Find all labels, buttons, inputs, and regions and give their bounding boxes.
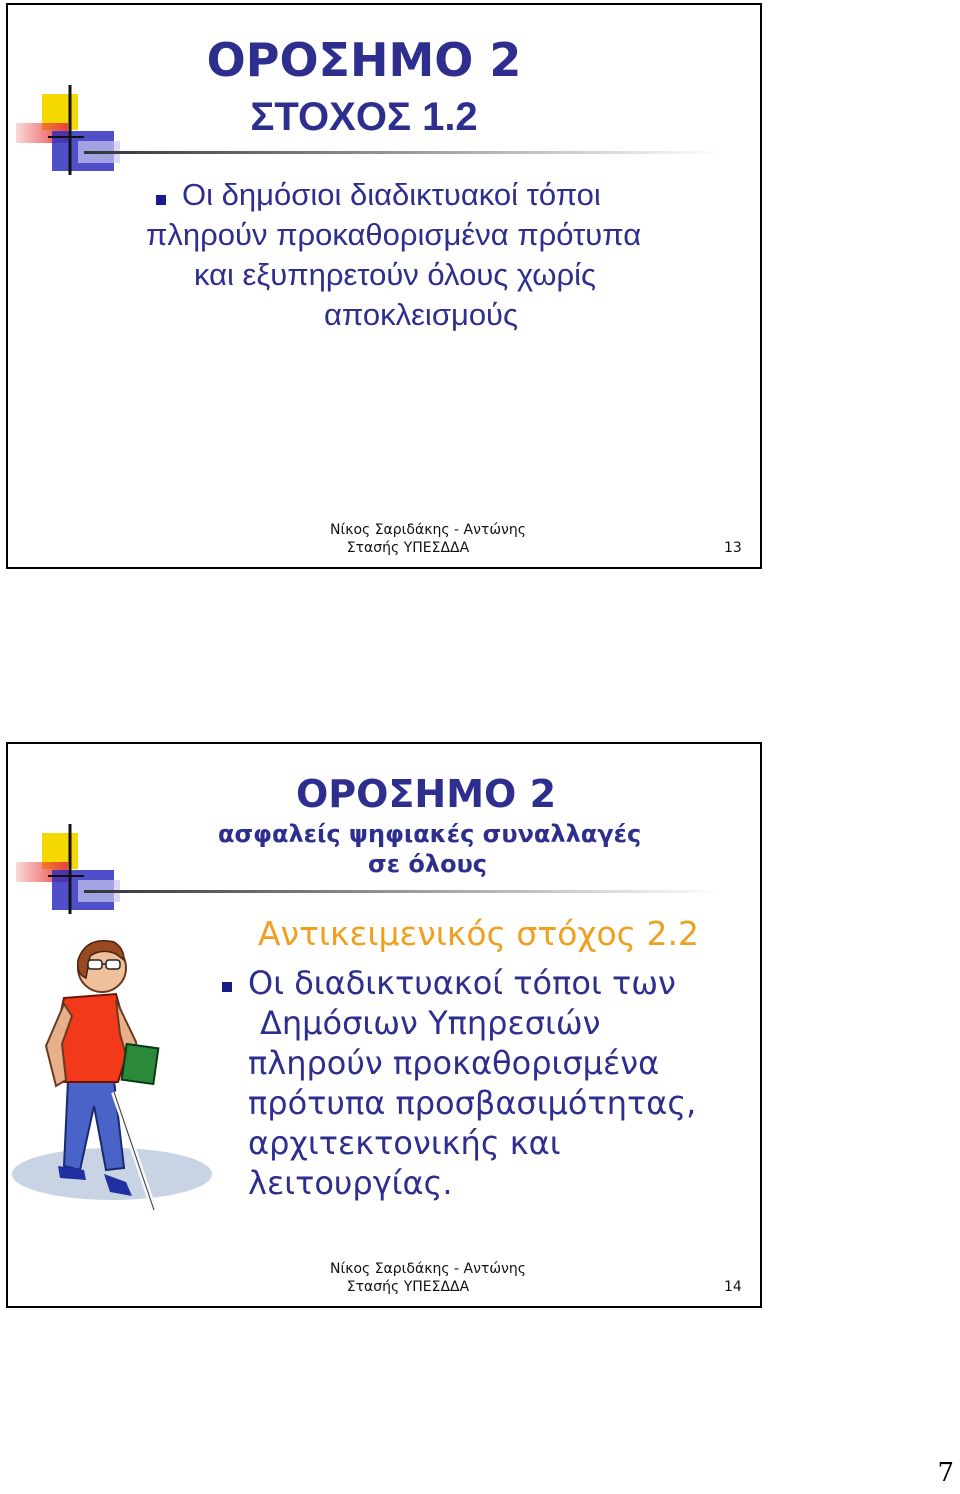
- page-number: 13: [724, 540, 742, 556]
- square-bullet-icon: [156, 195, 166, 205]
- footer-author: Νίκος Σαριδάκης - Αντώνης: [330, 522, 526, 538]
- body-line: αποκλεισμούς: [324, 297, 518, 332]
- slide-subtitle: ασφαλείς ψηφιακές συναλλαγές: [218, 820, 642, 848]
- slide-subtitle: ΣΤΟΧΟΣ 1.2: [250, 95, 478, 139]
- slide-14: [6, 742, 762, 1308]
- body-line: Οι διαδικτυακοί τόποι των: [248, 964, 676, 1002]
- slide-13: [6, 3, 762, 569]
- slide-footer: [308, 1260, 548, 1296]
- slide-title: ΟΡΟΣΗΜΟ 2: [296, 772, 557, 816]
- body-line: αρχιτεκτονικής και: [248, 1124, 561, 1162]
- body-line: Οι δημόσιοι διαδικτυακοί τόποι: [182, 177, 601, 212]
- footer-org: Στασής ΥΠΕΣΔΔΑ: [346, 1279, 470, 1295]
- body-line: λειτουργίας.: [248, 1164, 453, 1202]
- body-line: πληρούν προκαθορισμένα: [248, 1044, 660, 1082]
- body-line: Δημόσιων Υπηρεσιών: [260, 1004, 601, 1042]
- sheet-page-number: 7: [937, 1458, 954, 1488]
- body-line: πληρούν προκαθορισμένα πρότυπα: [146, 217, 642, 252]
- footer-org: Στασής ΥΠΕΣΔΔΑ: [346, 540, 470, 556]
- slide-subtitle-line2: σε όλους: [368, 850, 488, 878]
- slide-title: ΟΡΟΣΗΜΟ 2: [206, 33, 522, 87]
- footer-author: Νίκος Σαριδάκης - Αντώνης: [330, 1261, 526, 1277]
- page-number: 14: [724, 1279, 742, 1295]
- blind-person-clipart: [6, 934, 226, 1234]
- slide-footer: [308, 521, 548, 557]
- body-line: και εξυπηρετούν όλους χωρίς: [194, 257, 596, 292]
- objective-heading: Αντικειμενικός στόχος 2.2: [258, 914, 699, 953]
- body-line: πρότυπα προσβασιμότητας,: [248, 1084, 697, 1122]
